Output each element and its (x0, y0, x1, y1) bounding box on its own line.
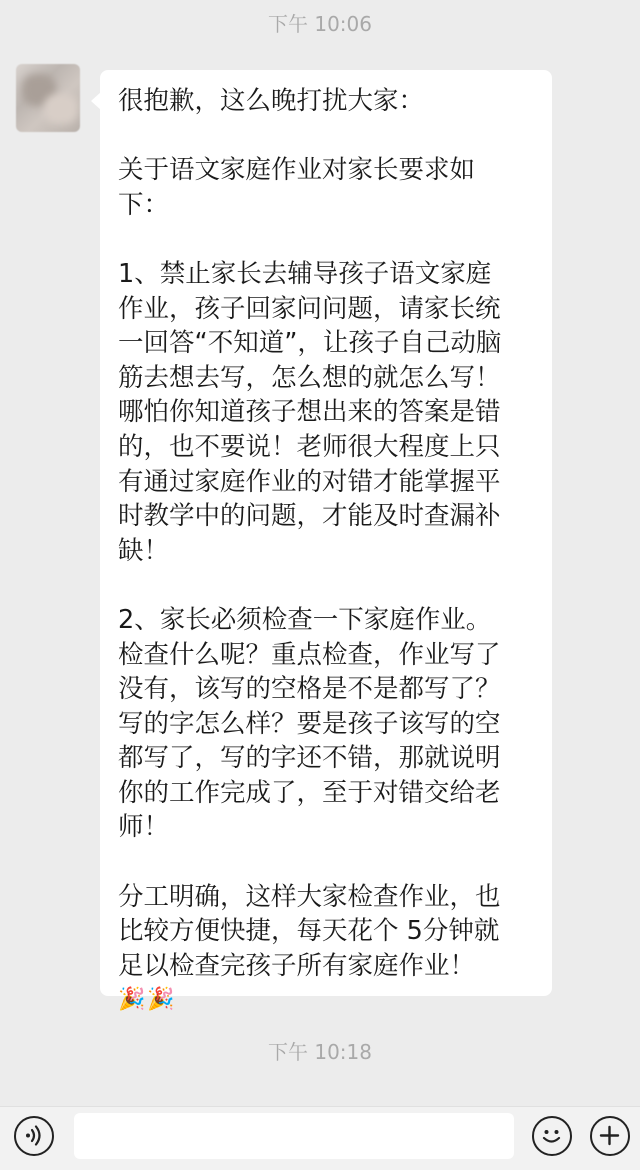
message-line (118, 568, 534, 603)
emoji-icon (534, 1118, 569, 1153)
message-line: 作业，孩子回家问问题，请家长统 (118, 293, 501, 324)
message-line (118, 222, 534, 257)
message-line: 写的字怎么样？要是孩子该写的空 (118, 708, 501, 739)
message-line (118, 119, 534, 154)
message-line: 筋去想去写，怎么想的就怎么写！ (118, 362, 501, 393)
message-bubble[interactable] (100, 70, 552, 1013)
input-bar (0, 1106, 640, 1170)
message-line: 一回答“不知道”，让孩子自己动脑 (118, 328, 502, 359)
message-line: 你的工作完成了，至于对错交给老 (118, 777, 501, 808)
message-line: 检查什么呢？重点检查，作业写了 (118, 639, 501, 670)
emoji-button[interactable] (532, 1116, 572, 1156)
message-line: 下： (118, 189, 170, 220)
message-line: 分工明确，这样大家检查作业，也 (118, 881, 501, 912)
message-line: 缺！ (118, 535, 170, 566)
message-line: 有通过家庭作业的对错才能掌握平 (118, 466, 501, 497)
message-line: 没有，该写的空格是不是都写了？ (118, 674, 501, 705)
message-line: 很抱歉，这么晚打扰大家： (118, 86, 425, 116)
message-line: 师！ (118, 812, 170, 843)
message-line: 关于语文家庭作业对家长要求如 (118, 155, 476, 186)
timestamp-bottom: 下午 10:18 (268, 1040, 372, 1064)
message-line: 2、家长必须检查一下家庭作业。 (118, 604, 492, 635)
message-line: 的，也不要说！老师很大程度上只 (118, 431, 501, 462)
timestamp-top: 下午 10:06 (268, 12, 372, 36)
message-line: 哪怕你知道孩子想出来的答案是错 (118, 397, 501, 428)
avatar[interactable] (16, 64, 80, 132)
message-line: 足以检查完孩子所有家庭作业！ (118, 950, 476, 981)
plus-icon (592, 1118, 627, 1153)
message-line: 都写了，写的字还不错，那就说明 (118, 743, 501, 774)
message-line (118, 845, 534, 880)
party-popper-icon: 🎉🎉 (118, 987, 177, 1013)
message-line: 1、禁止家长去辅导孩子语文家庭 (118, 258, 492, 289)
message-line: 比较方便快捷，每天花个 5分钟就 (118, 916, 500, 947)
voice-icon (16, 1118, 51, 1153)
message-line: 时教学中的问题，才能及时查漏补 (118, 501, 501, 532)
message-input[interactable] (74, 1113, 514, 1159)
voice-button[interactable] (14, 1116, 54, 1156)
plus-button[interactable] (590, 1116, 630, 1156)
